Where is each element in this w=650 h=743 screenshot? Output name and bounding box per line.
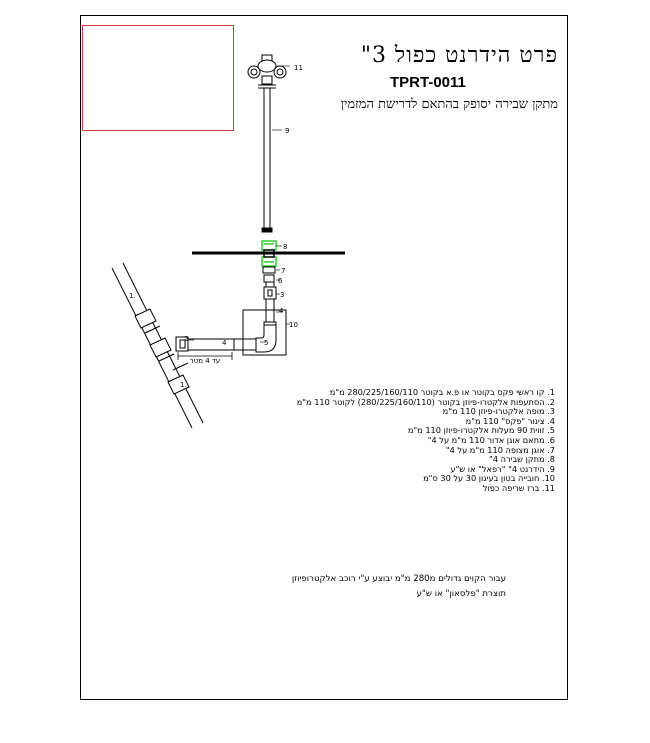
leader-lines xyxy=(188,66,290,342)
callout-2: 2 xyxy=(184,335,189,343)
legend-item-4: 4. צינור "פקס" 110 מ"מ xyxy=(465,415,555,426)
legend-item-6: 6. מתאם אוגן אדור 110 מ"מ על 4" xyxy=(427,434,555,445)
callout-10: 10 xyxy=(289,321,298,329)
flange-adaptor xyxy=(263,267,275,282)
footnote-line-1: עבור הקוים גדולים מ280 מ"מ יבוצע ע"י רוכב אלקטרופיוזן xyxy=(291,574,506,584)
footnote xyxy=(292,572,506,602)
legend-item-9: 9. הידרנט 4" "רפאל" או ש"ע xyxy=(450,463,555,474)
callout-6: 6 xyxy=(278,277,283,285)
legend-item-2: 2. הסתעפות אלקטרו-פיוזן בקוטר (280/225/160/110) לקוטר 110 מ"מ xyxy=(296,396,555,407)
callout-1-top: 1. xyxy=(129,292,136,300)
callout-4-vertical: 4 xyxy=(279,307,284,315)
callout-8: 8 xyxy=(283,243,288,251)
legend-item-7: 7. אוגן מצופה 110 מ"מ על 4" xyxy=(445,444,555,455)
callout-11: 11 xyxy=(294,64,303,72)
callout-1-bottom: 1. xyxy=(180,381,187,389)
drawing-title: פרט הידרנט כפול 3" xyxy=(360,43,558,68)
legend-item-8: 8. מתקן שבירה 4" xyxy=(489,454,555,465)
callout-7: 7 xyxy=(281,267,286,275)
drawing-code: TPRT-0011 xyxy=(390,74,466,91)
legend-item-11: 11. ברז שריפה כפול xyxy=(482,482,555,493)
elbow-90 xyxy=(256,322,276,352)
double-hydrant-head xyxy=(248,55,286,88)
drawing-subtitle: מתקן שבירה יסופק בהתאם לדרישת המזמין xyxy=(340,97,558,112)
legend-item-10: 10. חובייה בטון בעיגון 30 על 30 ס"מ xyxy=(423,473,555,484)
parts-legend xyxy=(250,388,555,494)
dimension-label: עד 4 מטר xyxy=(189,357,221,365)
legend-item-1: 1. קו ראשי פקס בקוטר או פ.א בקוטר 280/225/160/110 מ"מ xyxy=(329,387,555,397)
legend-item-3: 3. מופה אלקטרו-פיוזן 110 מ"מ xyxy=(442,406,555,417)
callout-5: 5 xyxy=(264,339,269,347)
callout-3: 3 xyxy=(280,291,285,299)
main-diagonal-pipe xyxy=(112,263,203,428)
legend-item-5: 5. זווית 90 מעלות אלקטרו-פיוזן 110 מ"מ xyxy=(407,425,555,436)
hydrant-riser-pipe xyxy=(262,88,272,232)
callout-4-horizontal: 4 xyxy=(222,339,227,347)
vertical-pipe xyxy=(264,282,276,322)
callout-9: 9 xyxy=(285,127,290,135)
footnote-line-2: תוצרת "פלסאון" או ש"ע xyxy=(416,589,506,599)
